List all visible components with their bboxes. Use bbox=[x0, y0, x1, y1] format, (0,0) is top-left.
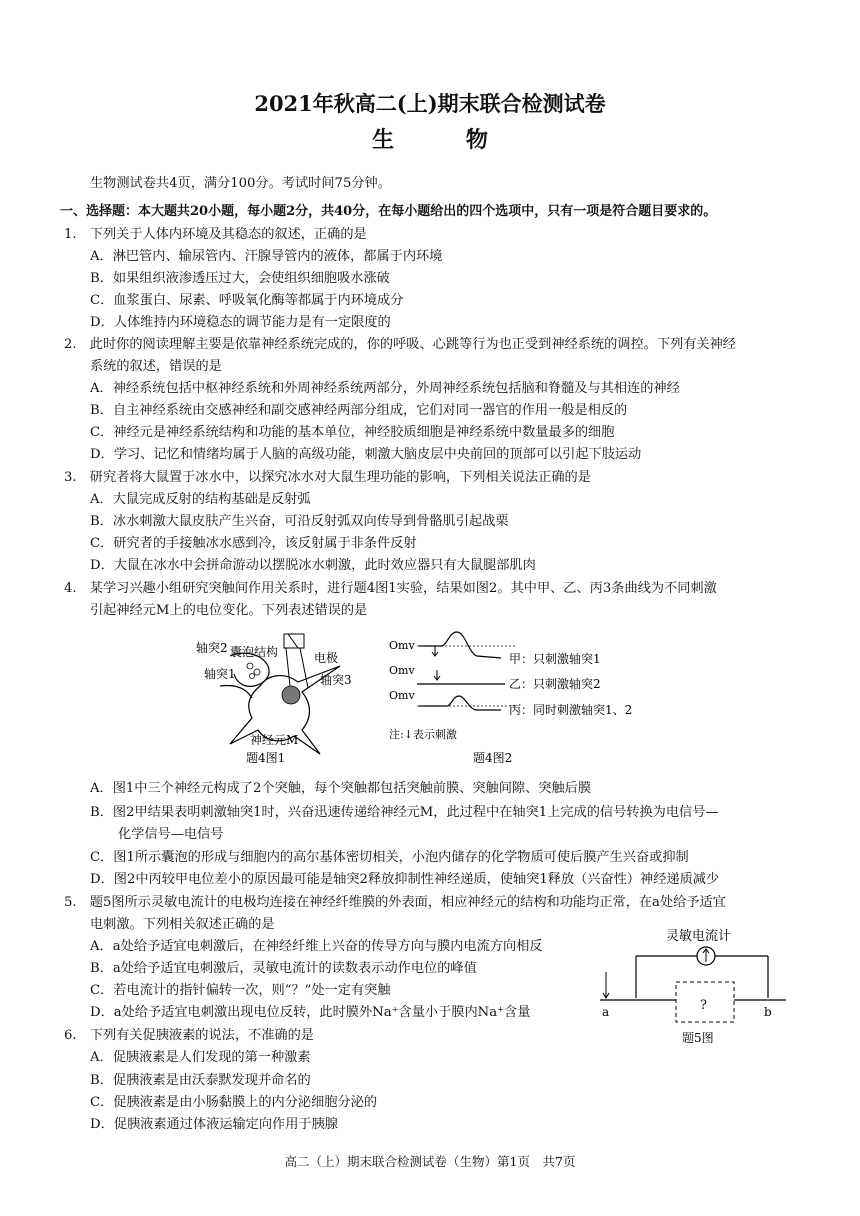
q1-stem: 1. 下列关于人体内环境及其稳态的叙述，正确的是 bbox=[64, 227, 367, 242]
q6-option-d: D．促胰液素通过体液运输定向作用于胰腺 bbox=[90, 1117, 338, 1132]
legend-yi: 乙：只刺激轴突2 bbox=[509, 677, 601, 691]
label-vesicle: 囊泡结构 bbox=[230, 645, 279, 659]
q2-option-a: A．神经系统包括中枢神经系统和外周神经系统两部分，外周神经系统包括脑和脊髓及与其相连的神经 bbox=[90, 381, 680, 396]
q3-option-b: B．冰水刺激大鼠皮肤产生兴奋，可沿反射弧双向传导到骨骼肌引起战栗 bbox=[90, 514, 509, 529]
q4-option-a: A．图1中三个神经元构成了2个突触，每个突触都包括突触前膜、突触间隙、突触后膜 bbox=[90, 781, 592, 796]
label-axon2: 轴突2 bbox=[196, 641, 228, 655]
figure-4-2-caption: 题4图2 bbox=[473, 751, 513, 765]
q5-stem-line1: 5. 题5图所示灵敏电流计的电极均连接在神经纤维膜的外表面，相应神经元的结构和功能均正常，在a处给予适宜 bbox=[64, 895, 726, 910]
section-heading: 一、选择题：本大题共20小题，每小题2分，共40分，在每小题给出的四个选项中，只有一项是符合题目要求的。 bbox=[60, 204, 717, 219]
figure-4-1 bbox=[190, 626, 370, 766]
figure-5-caption: 题5图 bbox=[682, 1031, 714, 1045]
omv-label-1: Omv bbox=[389, 639, 415, 652]
note-stimulus: 注:↓表示刺激 bbox=[389, 728, 457, 741]
q4-stem-line2: 引起神经元M上的电位变化。下列表述错误的是 bbox=[90, 603, 368, 618]
exam-title: 2021年秋高二(上)期末联合检测试卷 bbox=[254, 91, 606, 116]
q5-stem-line2: 电刺激。下列相关叙述正确的是 bbox=[90, 917, 275, 932]
q5-option-d: D．a处给予适宜电刺激出现电位反转，此时膜外Na⁺含量小于膜内Na⁺含量 bbox=[90, 1005, 531, 1020]
q2-stem-line2: 系统的叙述，错误的是 bbox=[90, 359, 222, 374]
q2-option-c: C．神经元是神经系统结构和功能的基本单位，神经胶质细胞是神经系统中数量最多的细胞 bbox=[90, 425, 615, 440]
omv-label-3: Omv bbox=[389, 689, 415, 702]
q3-option-a: A．大鼠完成反射的结构基础是反射弧 bbox=[90, 492, 311, 507]
subject-title: 生 物 bbox=[372, 127, 520, 153]
label-a: a bbox=[602, 1005, 610, 1019]
q5-option-c: C．若电流计的指针偏转一次，则“？”处一定有突触 bbox=[90, 983, 391, 998]
q3-stem: 3. 研究者将大鼠置于冰水中，以探究冰水对大鼠生理功能的影响，下列相关说法正确的是 bbox=[64, 470, 591, 485]
label-neuron-m: 神经元M bbox=[250, 733, 299, 747]
q2-option-b: B．自主神经系统由交感神经和副交感神经两部分组成，它们对同一器官的作用一般是相反的 bbox=[90, 403, 628, 418]
trace-bing bbox=[419, 696, 501, 710]
axon1-line bbox=[220, 686, 252, 699]
q5-option-b: B．a处给予适宜电刺激后，灵敏电流计的读数表示动作电位的峰值 bbox=[90, 961, 477, 976]
q6-option-c: C．促胰液素是由小肠黏膜上的内分泌细胞分泌的 bbox=[90, 1095, 378, 1110]
label-electrode: 电极 bbox=[314, 651, 339, 665]
intro-text: 生物测试卷共4页，满分100分。考试时间75分钟。 bbox=[90, 176, 391, 191]
label-axon1: 轴突1 bbox=[204, 667, 236, 681]
stimulus-arrow bbox=[603, 972, 609, 998]
legend-jia: 甲：只刺激轴突1 bbox=[509, 652, 601, 666]
q1-option-d: D．人体维持内环境稳态的调节能力是有一定限度的 bbox=[90, 315, 391, 330]
label-b: b bbox=[764, 1005, 772, 1019]
q3-option-c: C．研究者的手接触冰水感到冷，该反射属于非条件反射 bbox=[90, 536, 417, 551]
legend-bing: 丙：同时刺激轴突1、2 bbox=[509, 703, 633, 717]
omv-label-2: Omv bbox=[389, 664, 415, 677]
q2-option-d: D．学习、记忆和情绪均属于人脑的高级功能，刺激大脑皮层中央前回的顶部可以引起下肢运动 bbox=[90, 447, 642, 462]
q4-option-d: D．图2中丙较甲电位差小的原因最可能是轴突2释放抑制性神经递质，使轴突1释放（兴奋性）神经递质减少 bbox=[90, 872, 720, 887]
q6-option-b: B．促胰液素是由沃泰默发现并命名的 bbox=[90, 1073, 311, 1088]
q2-stem-line1: 2. 此时你的阅读理解主要是依靠神经系统完成的，你的呼吸、心跳等行为也正受到神经系统的调控。下列有关神经 bbox=[64, 337, 736, 352]
figure-4-1-caption: 题4图1 bbox=[246, 751, 286, 765]
q6-stem: 6. 下列有关促胰液素的说法，不准确的是 bbox=[64, 1028, 314, 1043]
q3-option-d: D．大鼠在冰水中会拼命游动以摆脱冰水刺激，此时效应器只有大鼠腿部肌肉 bbox=[90, 558, 536, 573]
electrode-box bbox=[284, 634, 304, 648]
label-axon3: 轴突3 bbox=[320, 673, 352, 687]
unknown-mark: ? bbox=[700, 998, 707, 1013]
label-galvanometer: 灵敏电流计 bbox=[666, 929, 732, 944]
neuron-m-nucleus bbox=[282, 686, 300, 704]
q5-option-a: A．a处给予适宜电刺激后，在神经纤维上兴奋的传导方向与膜内电流方向相反 bbox=[90, 939, 543, 954]
q4-option-b-line1: B．图2甲结果表明刺激轴突1时，兴奋迅速传递给神经元M，此过程中在轴突1上完成的信号转换为电信号— bbox=[90, 805, 719, 820]
q6-option-a: A．促胰液素是人们发现的第一种激素 bbox=[90, 1050, 311, 1065]
q1-option-b: B．如果组织液渗透压过大，会使组织细胞吸水涨破 bbox=[90, 271, 390, 286]
page-footer: 高二（上）期末联合检测试卷（生物）第1页 共7页 bbox=[284, 1154, 576, 1169]
trace-jia bbox=[419, 632, 501, 658]
q1-option-c: C．血浆蛋白、尿素、呼吸氧化酶等都属于内环境成分 bbox=[90, 293, 404, 308]
q4-option-c: C．图1所示囊泡的形成与细胞内的高尔基体密切相关，小泡内储存的化学物质可使后膜产生兴奋或抑制 bbox=[90, 850, 689, 865]
figure-5 bbox=[596, 916, 796, 1046]
figure-4-2 bbox=[385, 628, 655, 768]
q4-stem-line1: 4. 某学习兴趣小组研究突触间作用关系时，进行题4图1实验，结果如图2。其中甲、乙、丙3条曲线为不同刺激 bbox=[64, 581, 717, 596]
q1-option-a: A．淋巴管内、输尿管内、汗腺导管内的液体，都属于内环境 bbox=[90, 249, 443, 264]
q4-option-b-line2: 化学信号—电信号 bbox=[118, 827, 224, 842]
